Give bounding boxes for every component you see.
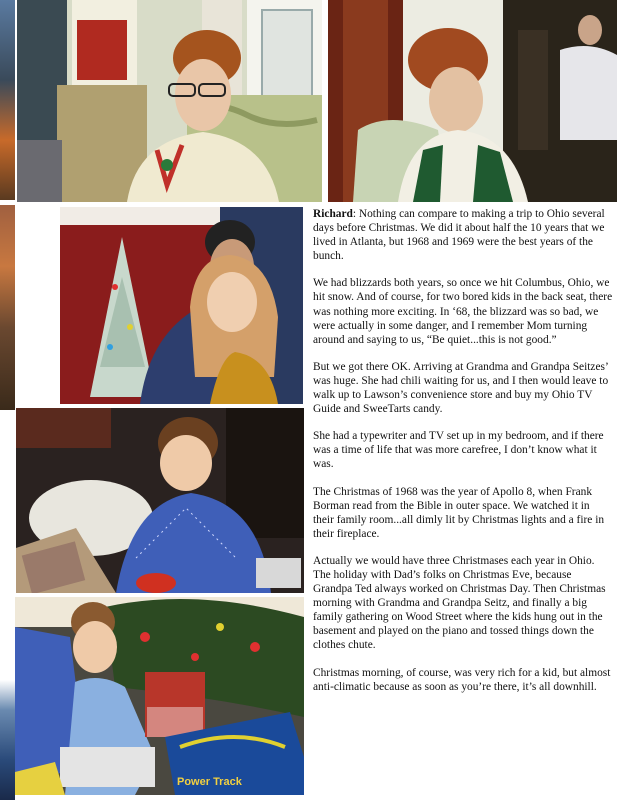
photo-grandma-living-room xyxy=(17,0,322,202)
edge-photo-strip-top xyxy=(0,0,15,200)
photo-grandma-green-vest xyxy=(328,0,617,202)
edge-photo-strip-middle xyxy=(0,205,15,410)
story-paragraph-christmas-morning: Christmas morning, of course, was very rich for a kid, but almost anti-climatic because as soon as you’re there, it’s all downhill. xyxy=(313,666,611,693)
power-track-box-label: Power Track xyxy=(177,776,242,788)
story-paragraph-apollo: The Christmas of 1968 was the year of Apollo 8, when Frank Borman read from the Bible in outer space. We watched it in their family room...all dimly lit by Christmas lights and a fire in their fireplace. xyxy=(313,485,605,540)
photo-boy-blue-shirt xyxy=(16,408,304,593)
story-paragraph-arrival: But we got there OK. Arriving at Grandma and Grandpa Seitzes’ was huge. She had chili waiting for us, and I then would leave to walk up to Lawson’s convenience store and buy my Ohio TV Guide and SweeTarts candy. xyxy=(313,360,609,416)
story-intro-text: : Nothing can compare to making a trip to Ohio several days before Christmas. We did it about half the 10 years that we lived in Atlanta, but 1968 and 1969 were the best years of the bunch. xyxy=(313,208,605,263)
edge-photo-strip-bottom xyxy=(0,600,15,800)
story-intro-paragraph xyxy=(313,207,613,263)
story-paragraph-blizzards: We had blizzards both years, so once we hit Columbus, Ohio, we hit snow. And of course, for two bored kids in the back seat, there was nothing more exciting. In ‘68, the blizzard was so bad, we were actually in some danger, and I remember Mom turning around and saying to us, “Be quiet...this is not good.” xyxy=(313,277,613,346)
story-paragraph-bedroom: She had a typewriter and TV set up in my bedroom, and if there was a time of life that was more carefree, I don’t know what it was. xyxy=(313,430,604,471)
photo-girl-tinsel-tree xyxy=(60,207,303,404)
story-paragraph-three-christmases: Actually we would have three Christmases each year in Ohio. The holiday with Dad’s folks on Christmas Eve, because Grandpa Ted always worked on Christmas Day. Then Christmas morning with Grandma and Grandpa Seitz, and finally a big family gathering on Wood Street where the kids hung out in the basement and played on the piano and tossed things down the clothes chute. xyxy=(313,554,606,652)
photo-kids-power-track xyxy=(15,597,304,795)
story-text-column xyxy=(313,207,613,707)
speaker-name: Richard xyxy=(313,208,353,220)
